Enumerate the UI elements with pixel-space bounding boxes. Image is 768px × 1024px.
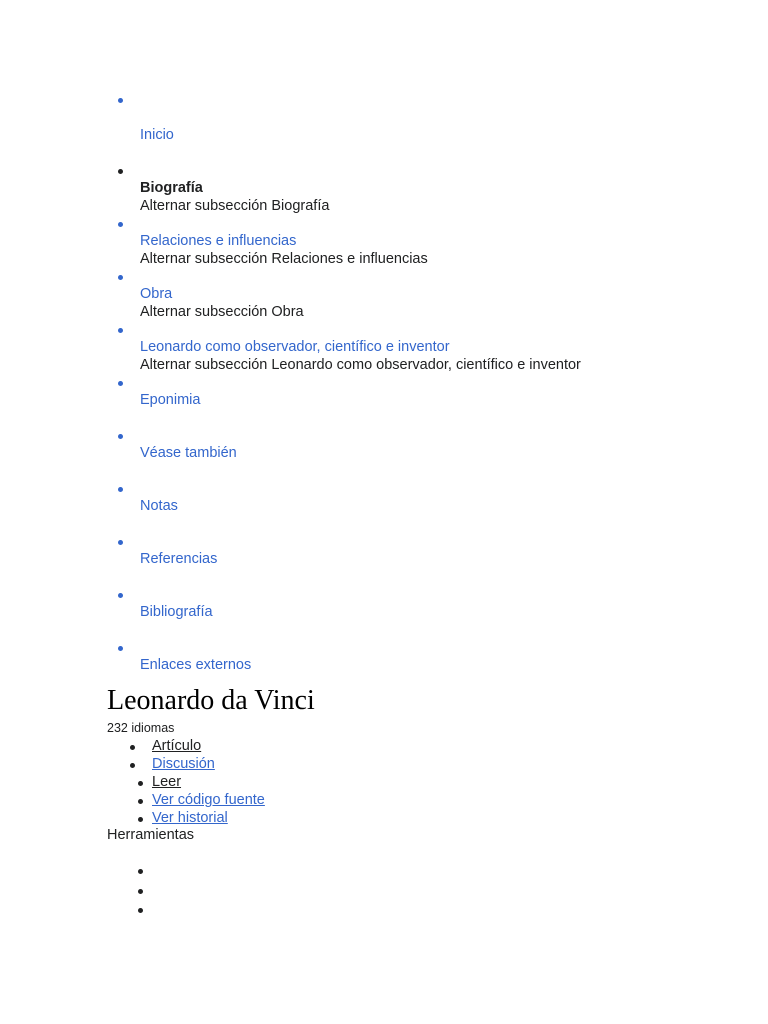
tools-menu-button[interactable]: Herramientas bbox=[107, 827, 195, 843]
page-title: Leonardo da Vinci bbox=[107, 685, 315, 716]
bullet-icon bbox=[138, 908, 143, 913]
toc-link-enlaces-externos[interactable]: Enlaces externos bbox=[140, 657, 252, 673]
toc-toggle-biografia[interactable]: Alternar subsección Biografía bbox=[140, 198, 330, 214]
bullet-icon bbox=[118, 328, 123, 333]
bullet-icon bbox=[118, 169, 123, 174]
bullet-icon bbox=[130, 745, 135, 750]
bullet-icon bbox=[118, 381, 123, 386]
bullet-icon bbox=[138, 799, 143, 804]
toc-link-vease-tambien[interactable]: Véase también bbox=[140, 445, 237, 461]
toc-link-notas[interactable]: Notas bbox=[140, 498, 178, 514]
bullet-icon bbox=[138, 869, 143, 874]
bullet-icon bbox=[138, 781, 143, 786]
tab-discusion-link[interactable]: Discusión bbox=[152, 756, 215, 772]
toc-current-biografia[interactable]: Biografía bbox=[140, 180, 203, 196]
toc-toggle-relaciones[interactable]: Alternar subsección Relaciones e influencias bbox=[140, 251, 428, 267]
bullet-icon bbox=[118, 275, 123, 280]
bullet-icon bbox=[118, 434, 123, 439]
bullet-icon bbox=[118, 593, 123, 598]
bullet-icon bbox=[138, 889, 143, 894]
toc-toggle-obra[interactable]: Alternar subsección Obra bbox=[140, 304, 304, 320]
toc-link-referencias[interactable]: Referencias bbox=[140, 551, 218, 567]
bullet-icon bbox=[138, 817, 143, 822]
tab-ver-codigo-link[interactable]: Ver código fuente bbox=[152, 792, 265, 808]
tab-discusion bbox=[0, 756, 768, 774]
tab-ver-historial bbox=[0, 810, 768, 828]
toc-link-eponimia[interactable]: Eponimia bbox=[140, 392, 201, 408]
toc-link-obra[interactable]: Obra bbox=[140, 286, 173, 302]
bullet-icon bbox=[118, 98, 123, 103]
toc-link-bibliografia[interactable]: Bibliografía bbox=[140, 604, 213, 620]
tab-leer-link[interactable]: Leer bbox=[152, 774, 182, 790]
tab-articulo bbox=[0, 738, 768, 756]
bullet-icon bbox=[118, 222, 123, 227]
toc-link-inicio[interactable]: Inicio bbox=[140, 127, 174, 143]
bullet-icon bbox=[118, 487, 123, 492]
tab-articulo-link[interactable]: Artículo bbox=[152, 738, 202, 754]
bullet-icon bbox=[130, 763, 135, 768]
tab-ver-codigo bbox=[0, 792, 768, 810]
bullet-icon bbox=[118, 540, 123, 545]
language-selector[interactable]: 232 idiomas bbox=[107, 721, 175, 735]
toc-link-relaciones[interactable]: Relaciones e influencias bbox=[140, 233, 297, 249]
tab-leer bbox=[0, 774, 768, 792]
bullet-icon bbox=[118, 646, 123, 651]
toc-link-observador[interactable]: Leonardo como observador, científico e inventor bbox=[140, 339, 450, 355]
toc-toggle-observador[interactable]: Alternar subsección Leonardo como observador, científico e inventor bbox=[140, 357, 581, 373]
tab-ver-historial-link[interactable]: Ver historial bbox=[152, 810, 228, 826]
